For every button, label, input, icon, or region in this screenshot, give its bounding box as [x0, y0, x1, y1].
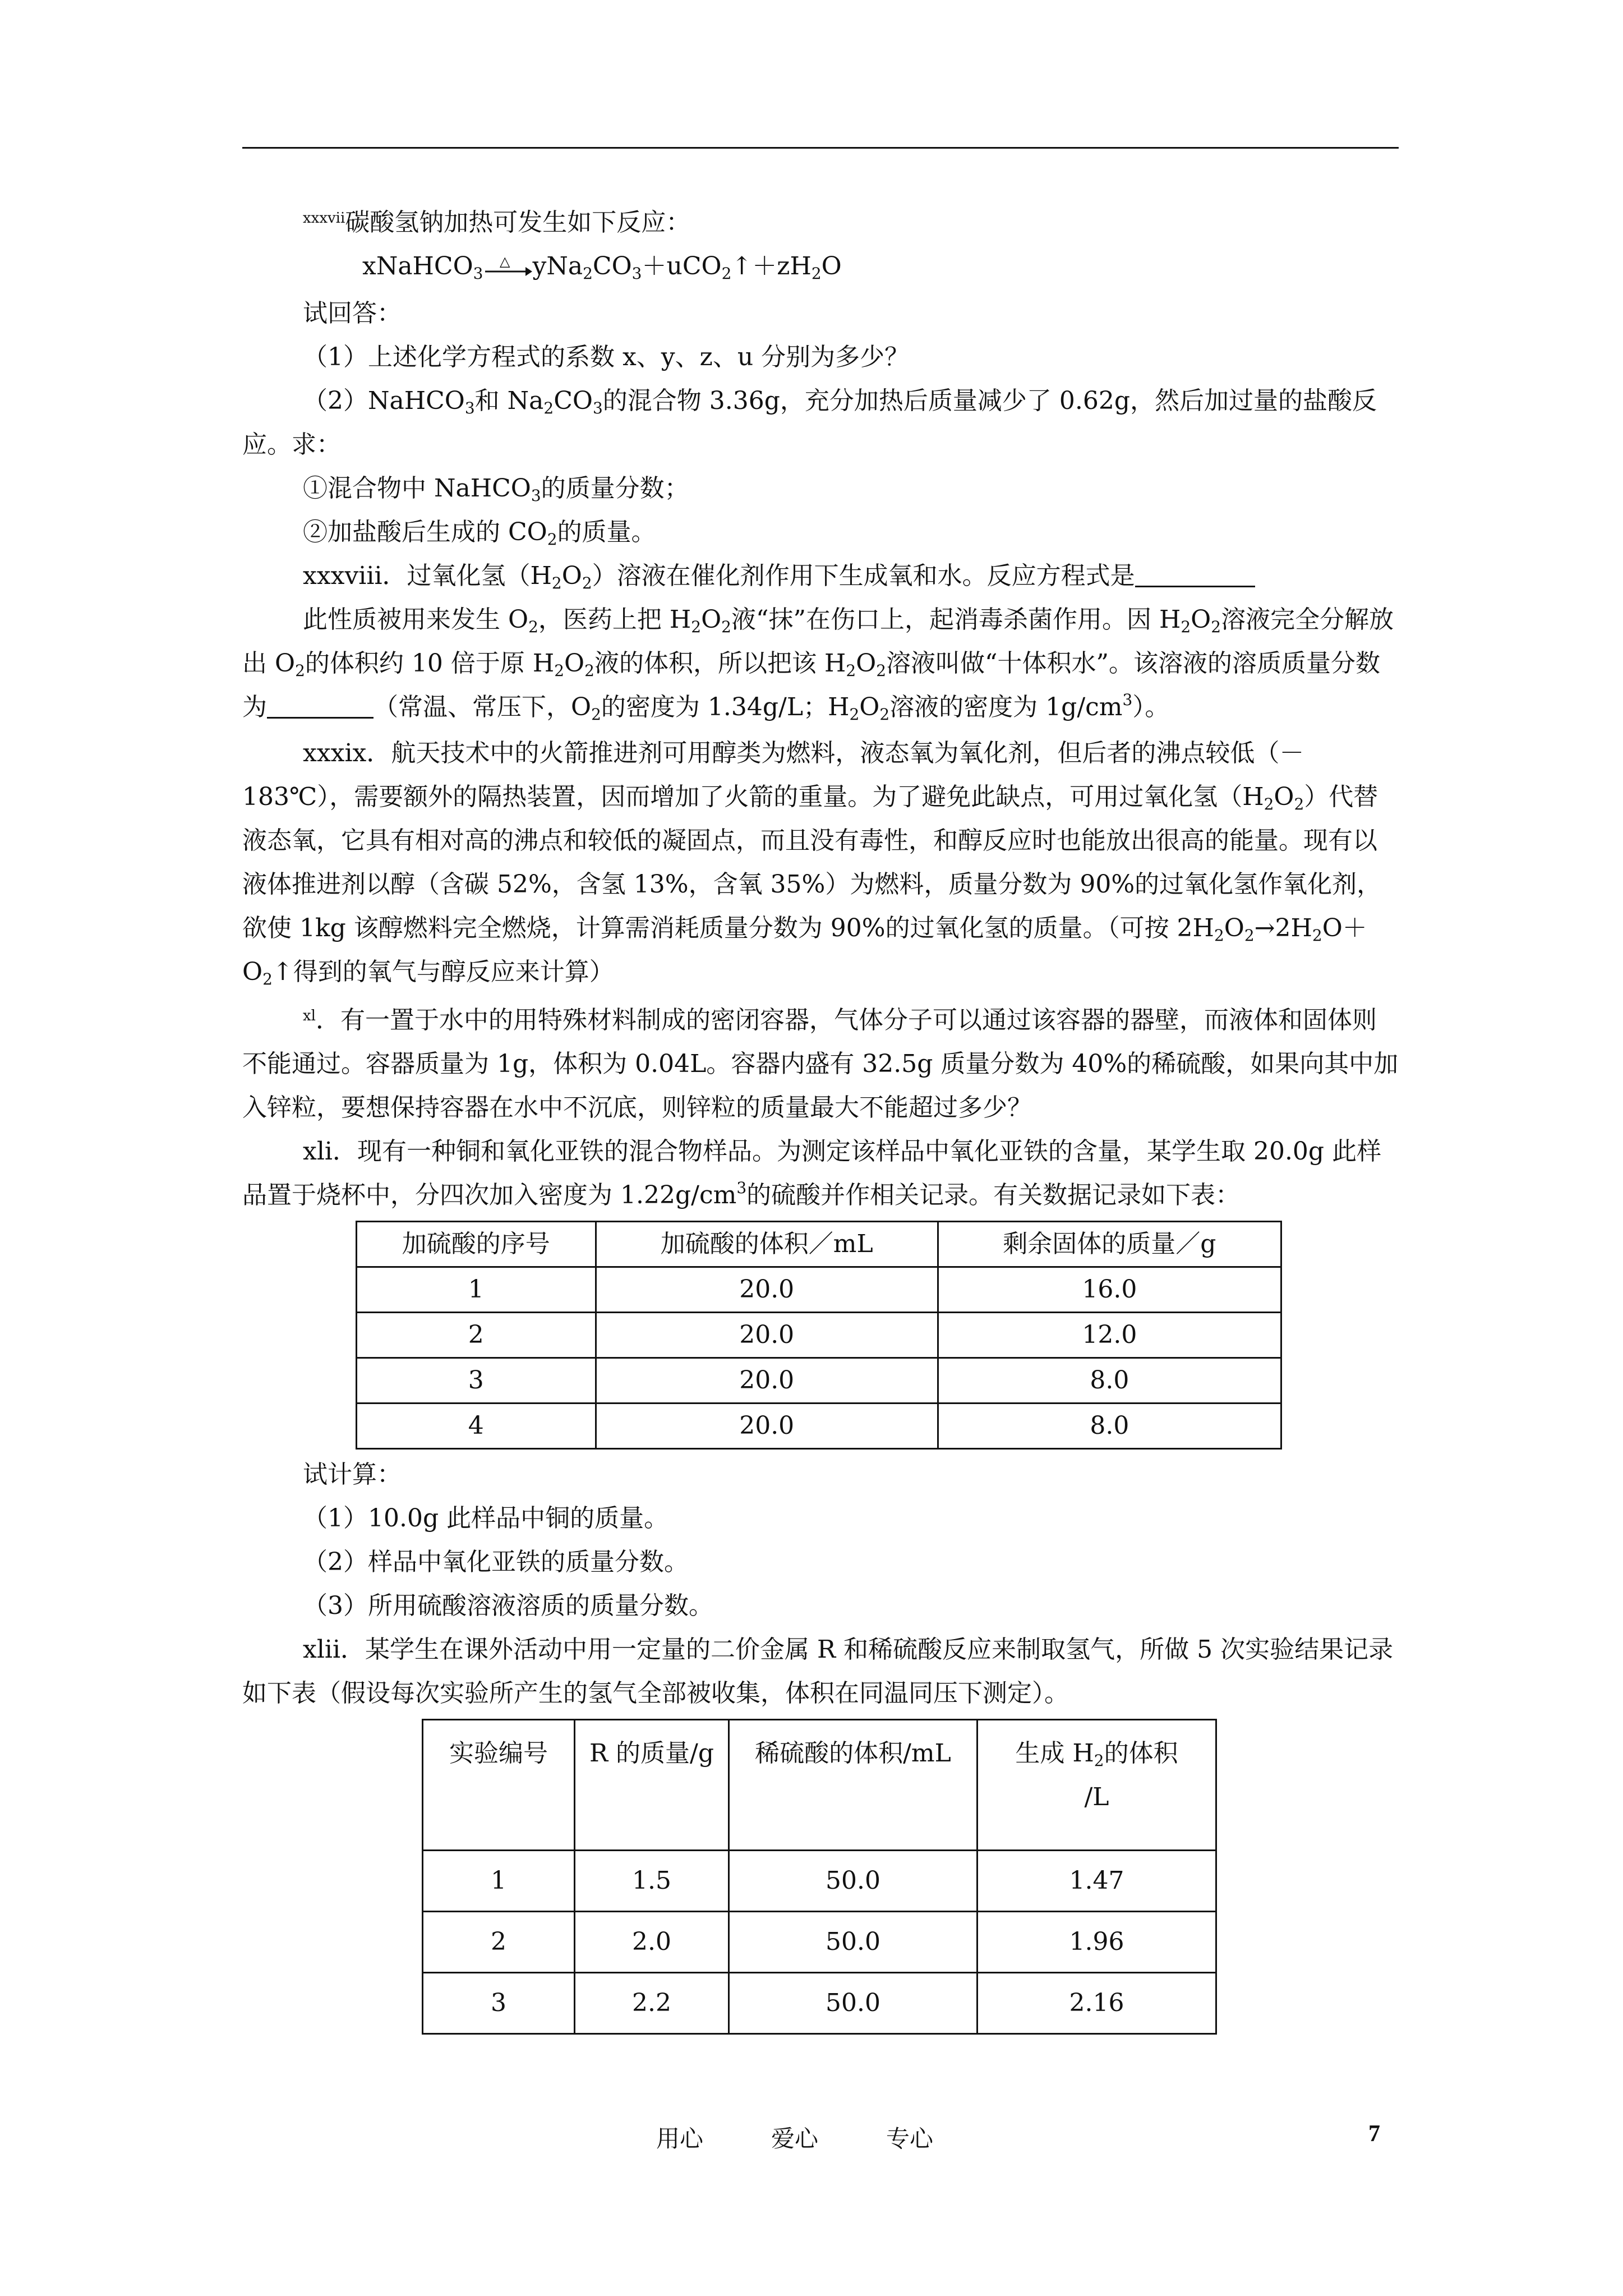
- table-row: 1 20.0 16.0: [357, 1267, 1281, 1313]
- q41-sub2: （2）样品中氧化亚铁的质量分数。: [303, 1548, 689, 1576]
- answer-blank-equation[interactable]: [1135, 560, 1255, 587]
- q41-sub3: （3）所用硫酸溶液溶质的质量分数。: [303, 1591, 713, 1620]
- header-rule: [242, 147, 1399, 149]
- q37-stem: $^{xxxvii}$碳酸氢钠加热可发生如下反应：: [303, 208, 691, 237]
- table-header: 剩余固体的质量／g: [938, 1222, 1281, 1267]
- q37-try: 试回答：: [303, 299, 402, 328]
- heat-arrow-icon: [483, 256, 532, 280]
- table-row: 3 2.2 50.0 2.16: [423, 1973, 1216, 2034]
- table-header: 生成 $H_2$的体积 /L: [978, 1720, 1216, 1851]
- page-number: 7: [1368, 2121, 1380, 2147]
- table-header-row: [357, 1222, 1281, 1267]
- table-row: 2 20.0 12.0: [357, 1313, 1281, 1358]
- q37-sub2: （2）NaHCO$_3$和 $Na_2CO_3$的混合物 3.36g，充分加热后质量减少了 0.62g，然后加过量的盐酸反应。求：: [242, 386, 1377, 459]
- table-row: 2 2.0 50.0 1.96: [423, 1912, 1216, 1973]
- footer-text: 用心: [656, 2125, 704, 2152]
- q38-line1: xxxviii．过氧化氢$(H_2O_2)$溶液在催化剂作用下生成氧和水。反应方程式是: [242, 554, 1399, 598]
- table-row: 3 20.0 8.0: [357, 1358, 1281, 1404]
- table-header: 加硫酸的序号: [357, 1222, 596, 1267]
- table-header-row: [423, 1720, 1216, 1851]
- q41-try: 试计算：: [303, 1460, 402, 1489]
- q39: xxxix．航天技术中的火箭推进剂可用醇类为燃料，液态氧为氧化剂，但后者的沸点较低（－183℃），需要额外的隔热装置，因而增加了火箭的重量。为了避免此缺点，可用过氧化氢$(H_2O_2)$代替液态氧，它具有相对高的沸点和较低的凝固点，而且没有毒性，和醇反应时也能放出很高的能量。现有以液体推进剂以醇（含碳 52%，含氢 13%，含氧 35%）为燃料，质量分数为 90%的过氧化氢作氧化剂，欲使 1kg 该醇燃料完全燃烧，计算需消耗质量分数为 90%的过氧化氢的质量。（可按 $2H_2O_2\to 2H_2O+O_2↑$得到的氧气与醇反应来计算）: [242, 739, 1382, 988]
- q37-sub4: ②加盐酸后生成的 $CO_2$的质量。: [303, 518, 656, 549]
- svg-text:△: △: [500, 255, 510, 269]
- q42-table: [422, 1719, 1217, 2035]
- page-content: [242, 196, 1399, 2038]
- table-header: R 的质量/g: [575, 1720, 729, 1851]
- q37-sub3: ①混合物中 NaHCO$_3$的质量分数；: [303, 474, 689, 505]
- q38-body: 此性质被用来发生 $O_2$，医药上把 $H_2O_2$液“抹”在伤口上，起消毒杀菌作用。因 $H_2O_2$溶液完全分解放出 $O_2$的体积约 10 倍于原 $H_2O_2$液的体积，所以把该 $H_2O_2$溶液叫做“十体积水”。该溶液的溶质质量分数为 （常温、常压下，$O_2$的密度为 1.34g/L；$H_2O_2$溶液的密度为 $1g/cm^3$）。: [242, 605, 1394, 724]
- answer-blank-fraction[interactable]: [267, 691, 374, 719]
- footer-text: 爱心: [771, 2125, 819, 2152]
- q41: xli．现有一种铜和氧化亚铁的混合物样品。为测定该样品中氧化亚铁的含量，某学生取 20.0g 此样品置于烧杯中，分四次加入密度为 $1.22g/cm^3$的硫酸并作相关记录。有关数据记录如下表：: [242, 1137, 1382, 1209]
- q41-sub1: （1）10.0g 此样品中铜的质量。: [303, 1504, 669, 1533]
- table-header: 稀硫酸的体积/mL: [729, 1720, 978, 1851]
- table-header: 实验编号: [423, 1720, 575, 1851]
- table-row: 4 20.0 8.0: [357, 1404, 1281, 1449]
- footer-text: 专心: [886, 2125, 934, 2152]
- q37-sub1: （1）上述化学方程式的系数 x、y、z、u 分别为多少？: [303, 343, 910, 371]
- table-header: 加硫酸的体积／mL: [596, 1222, 938, 1267]
- table-row: 1 1.5 50.0 1.47: [423, 1851, 1216, 1912]
- q40: $^{xl}$．有一置于水中的用特殊材料制成的密闭容器，气体分子可以通过该容器的器壁，而液体和固体则不能通过。容器质量为 1g，体积为 0.04L。容器内盛有 32.5g 质量分数为 40%的稀硫酸，如果向其中加入锌粒，要想保持容器在水中不沉底，则锌粒的质量最大不能超过多少？: [242, 1006, 1399, 1122]
- q42: xlii．某学生在课外活动中用一定量的二价金属 R 和稀硫酸反应来制取氢气，所做 5 次实验结果记录如下表（假设每次实验所产生的氢气全部被收集，体积在同温同压下测定）。: [242, 1635, 1394, 1708]
- q41-table: [356, 1221, 1282, 1450]
- q37-equation: xNaHCO$_3$ △ $yNa_2CO_3+uCO_2↑+zH_2O$: [362, 252, 842, 283]
